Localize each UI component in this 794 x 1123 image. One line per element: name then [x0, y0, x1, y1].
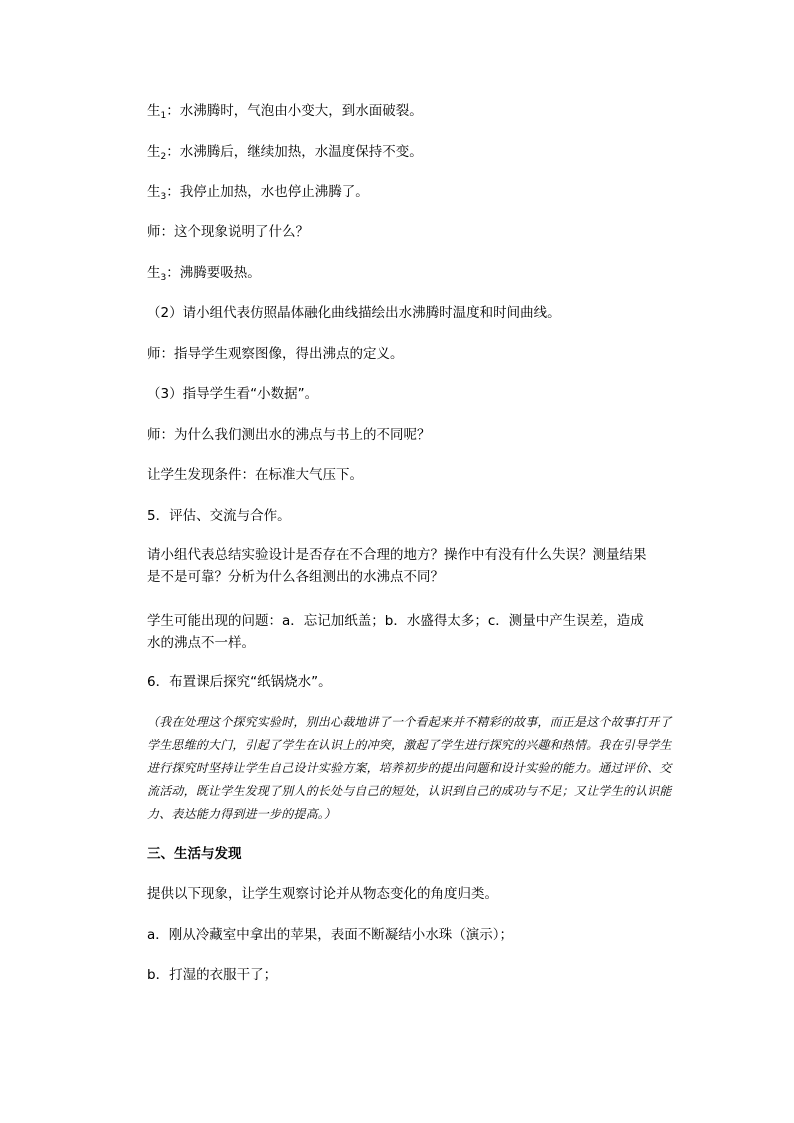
teacher-reflection-note: （我在处理这个探究实验时，别出心裁地讲了一个看起来并不精彩的故事，而正是这个故事打开了学生思维的大门，引起了学生在认识上的冲突，激起了学生进行探究的兴趣和热情。我在引导学生进行探究时坚持让学生自己设计实验方案，培养初步的提出问题和设计实验的能力。通过评价、交流活动，既让学生发现了别人的长处与自己的短处，认识到自己的成功与不足；又让学生的认识能力、表达能力得到进一步的提高。） [147, 715, 672, 821]
speaker: 生 [147, 144, 161, 160]
speaker: 生 [147, 184, 161, 200]
item-3: （3）指导学生看“小数据”。 [147, 386, 319, 402]
teacher-line-2: 师：指导学生观察图像，得出沸点的定义。 [147, 346, 404, 362]
teacher-line-3: 师：为什么我们测出水的沸点与书上的不同呢？ [147, 427, 431, 443]
speaker-index: 3 [160, 192, 167, 202]
dialogue-line-s1 [147, 101, 423, 121]
dialogue-line-s4 [147, 263, 261, 283]
step-5: 5．评估、交流与合作。 [147, 508, 291, 524]
speaker-index: 3 [160, 273, 167, 283]
teacher-line-1: 师：这个现象说明了什么？ [147, 224, 309, 240]
paragraph-evaluation: 请小组代表总结实验设计是否存在不合理的地方？操作中有没有什么失误？测量结果是不是可靠？分析为什么各组测出的水沸点不同？ [147, 547, 647, 585]
dialogue-text: ：水沸腾时，气泡由小变大，到水面破裂。 [166, 103, 423, 119]
dialogue-text: ：水沸腾后，继续加热，水温度保持不变。 [166, 144, 423, 160]
dialogue-text: ：我停止加热，水也停止沸腾了。 [166, 184, 369, 200]
speaker: 生 [147, 265, 161, 281]
section-intro: 提供以下现象，让学生观察讨论并从物态变化的角度归类。 [147, 886, 498, 902]
step-6: 6．布置课后探究“纸锅烧水”。 [147, 674, 332, 690]
condition-line: 让学生发现条件：在标准大气压下。 [147, 467, 363, 483]
speaker-index: 2 [160, 152, 167, 162]
section-heading: 三、生活与发现 [147, 846, 242, 862]
item-2: （2）请小组代表仿照晶体融化曲线描绘出水沸腾时温度和时间曲线。 [147, 305, 561, 321]
phenomenon-a: a．刚从冷藏室中拿出的苹果，表面不断凝结小水珠（演示）； [147, 927, 514, 943]
speaker-index: 1 [160, 111, 167, 121]
dialogue-line-s2 [147, 142, 423, 162]
dialogue-line-s3 [147, 182, 369, 202]
dialogue-text: ：沸腾要吸热。 [166, 265, 261, 281]
speaker: 生 [147, 103, 161, 119]
phenomenon-b: b．打湿的衣服干了； [147, 967, 278, 983]
paragraph-problems: 学生可能出现的问题：a．忘记加纸盖；b．水盛得太多；c．测量中产生误差，造成水的沸点不一样。 [147, 613, 644, 651]
